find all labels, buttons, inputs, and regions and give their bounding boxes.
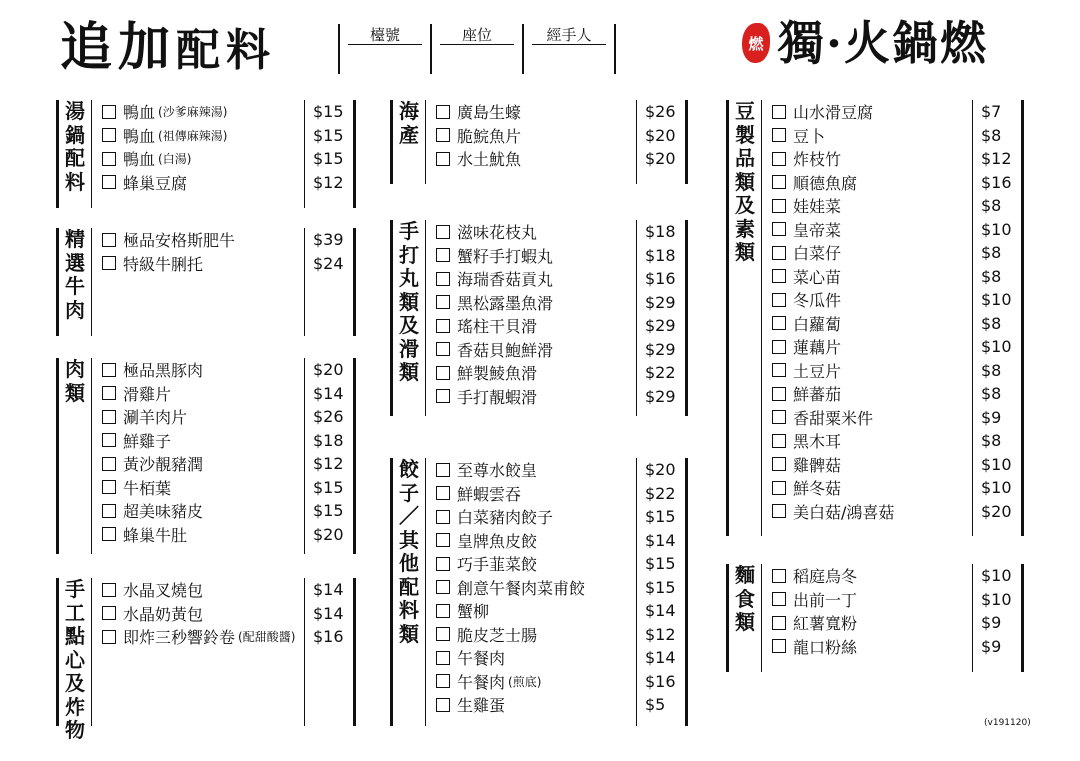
item-price: $10 (981, 566, 1012, 586)
item-checkbox[interactable] (436, 319, 450, 333)
list-item[interactable] (436, 529, 585, 553)
list-item[interactable] (436, 482, 585, 506)
item-name: 山水滑豆腐 (793, 103, 874, 123)
list-item[interactable] (102, 228, 235, 252)
item-checkbox[interactable] (436, 604, 450, 618)
item-price: $15 (313, 149, 344, 169)
item-name: 巧手韮菜餃 (457, 555, 538, 575)
item-price: $18 (645, 222, 676, 242)
item-price: $39 (313, 230, 344, 250)
item-name: 生雞蛋 (457, 696, 506, 716)
item-price: $12 (981, 149, 1012, 169)
list-item[interactable] (436, 385, 553, 409)
list-item[interactable] (772, 171, 894, 195)
item-price: $20 (981, 501, 1012, 521)
item-price: $14 (313, 580, 344, 600)
list-item[interactable] (772, 382, 894, 406)
list-item[interactable] (772, 312, 894, 336)
item-name: 至尊水餃皇 (457, 461, 538, 481)
item-name: 瑤柱干貝滑 (457, 317, 538, 337)
list-item[interactable] (436, 505, 585, 529)
item-name: 出前一丁 (793, 590, 858, 610)
list-item[interactable] (436, 552, 585, 576)
list-item[interactable] (102, 578, 295, 602)
item-price: $22 (645, 363, 676, 383)
item-price: $10 (981, 337, 1012, 357)
item-checkbox[interactable] (102, 175, 116, 189)
item-note: (煎底) (508, 674, 542, 689)
list-item[interactable] (102, 405, 203, 429)
item-name: 蓮藕片 (793, 338, 842, 358)
item-checkbox[interactable] (102, 128, 116, 142)
item-checkbox[interactable] (436, 248, 450, 262)
category-label: 精 選 牛 肉 (56, 228, 92, 336)
item-checkbox[interactable] (772, 152, 786, 166)
item-name: 蟹籽手打蝦丸 (457, 246, 554, 266)
item-checkbox[interactable] (102, 504, 116, 518)
item-checkbox[interactable] (772, 269, 786, 283)
item-name: 白菜豬肉餃子 (457, 508, 554, 528)
list-item[interactable] (772, 218, 894, 242)
item-name: 鮮蝦雲吞 (457, 484, 522, 504)
list-item[interactable] (772, 100, 894, 124)
list-item[interactable] (436, 458, 585, 482)
item-checkbox[interactable] (772, 616, 786, 630)
item-name: 香菇貝鮑鮮滑 (457, 340, 554, 360)
item-list (102, 100, 227, 194)
item-checkbox[interactable] (102, 630, 116, 644)
item-checkbox[interactable] (772, 246, 786, 260)
version-label: (v191120) (984, 718, 1031, 728)
item-name: 廣島生蠔 (457, 103, 522, 123)
item-name: 黃沙靚豬潤 (123, 455, 204, 475)
item-name: 鴨血 (123, 126, 156, 146)
category-label: 肉 類 (56, 358, 92, 554)
item-checkbox[interactable] (436, 580, 450, 594)
item-price: $8 (981, 243, 1002, 263)
item-name: 極品安格斯肥牛 (123, 231, 236, 251)
item-checkbox[interactable] (436, 463, 450, 477)
item-price: $12 (313, 454, 344, 474)
item-checkbox[interactable] (772, 222, 786, 236)
field-label: 座位 (461, 26, 492, 44)
item-checkbox[interactable] (436, 272, 450, 286)
list-item[interactable] (436, 100, 521, 124)
item-price: $26 (313, 407, 344, 427)
item-checkbox[interactable] (772, 457, 786, 471)
section-meat (56, 358, 356, 554)
item-price: $8 (981, 384, 1002, 404)
list-item[interactable] (436, 124, 521, 148)
item-name: 鴨血 (123, 103, 156, 123)
item-name: 香甜粟米件 (793, 408, 874, 428)
item-checkbox[interactable] (772, 592, 786, 606)
item-checkbox[interactable] (102, 410, 116, 424)
item-list (102, 358, 203, 546)
list-item[interactable] (102, 382, 203, 406)
item-price: $9 (981, 407, 1002, 427)
item-name: 冬瓜件 (793, 291, 842, 311)
item-checkbox[interactable] (772, 434, 786, 448)
item-checkbox[interactable] (436, 152, 450, 166)
list-item[interactable] (436, 267, 553, 291)
item-price: $8 (981, 360, 1002, 380)
item-name: 白蘿蔔 (793, 314, 842, 334)
category-label: 餃 子 ／ 其 他 配 料 類 (390, 458, 426, 726)
item-price: $15 (645, 577, 676, 597)
list-item[interactable] (772, 429, 894, 453)
item-price: $9 (981, 636, 1002, 656)
item-checkbox[interactable] (772, 481, 786, 495)
item-price: $10 (981, 454, 1012, 474)
item-name: 手打靚蝦滑 (457, 387, 538, 407)
item-price: $10 (981, 290, 1012, 310)
logo-seal-icon: 燃 (742, 23, 770, 63)
item-list (102, 578, 295, 649)
item-checkbox[interactable] (436, 225, 450, 239)
item-name: 脆皮芝士腸 (457, 625, 538, 645)
item-price: $12 (645, 624, 676, 644)
item-checkbox[interactable] (772, 504, 786, 518)
item-checkbox[interactable] (102, 457, 116, 471)
list-item[interactable] (772, 288, 894, 312)
item-checkbox[interactable] (436, 627, 450, 641)
price-column (304, 578, 356, 726)
item-name: 極品黑豚肉 (123, 361, 204, 381)
list-item[interactable] (436, 576, 585, 600)
item-price: $29 (645, 292, 676, 312)
category-label: 湯 鍋 配 料 (56, 100, 92, 208)
section-dumplings (390, 458, 688, 726)
item-checkbox[interactable] (102, 606, 116, 620)
item-price: $24 (313, 253, 344, 273)
list-item[interactable] (772, 564, 857, 588)
item-note: (祖傳麻辣湯) (158, 128, 228, 143)
item-list (436, 458, 585, 717)
list-item[interactable] (102, 429, 203, 453)
list-item[interactable] (772, 635, 857, 659)
item-price: $15 (313, 102, 344, 122)
item-name: 鮮冬菇 (793, 479, 842, 499)
list-item[interactable] (102, 252, 235, 276)
item-note: (沙爹麻辣湯) (158, 105, 228, 120)
field-label: 經手人 (546, 26, 592, 44)
item-price: $15 (313, 501, 344, 521)
list-item[interactable] (772, 588, 857, 612)
item-name: 午餐肉 (457, 672, 506, 692)
list-item[interactable] (436, 291, 553, 315)
list-item[interactable] (436, 220, 553, 244)
list-item[interactable] (772, 194, 894, 218)
list-item[interactable] (772, 124, 894, 148)
item-name: 蜂巢牛肚 (123, 525, 188, 545)
item-checkbox[interactable] (772, 387, 786, 401)
item-checkbox[interactable] (102, 583, 116, 597)
item-name: 午餐肉 (457, 649, 506, 669)
item-list (436, 220, 553, 408)
price-column (304, 228, 356, 336)
item-price: $7 (981, 102, 1002, 122)
category-label: 手 工 點 心 及 炸 物 (56, 578, 92, 726)
item-price: $15 (313, 477, 344, 497)
item-checkbox[interactable] (436, 342, 450, 356)
list-item[interactable] (772, 265, 894, 289)
item-list (772, 100, 894, 523)
item-name: 鮮雞子 (123, 431, 172, 451)
item-name: 龍口粉絲 (793, 637, 858, 657)
item-price: $16 (313, 627, 344, 647)
item-name: 娃娃菜 (793, 197, 842, 217)
item-name: 順德魚腐 (793, 173, 858, 193)
item-name: 水土魷魚 (457, 150, 522, 170)
item-name: 滑雞片 (123, 384, 172, 404)
list-item[interactable] (102, 147, 227, 171)
item-price: $10 (981, 589, 1012, 609)
order-fields (338, 24, 614, 74)
item-price: $10 (981, 219, 1012, 239)
item-name: 皇帝菜 (793, 220, 842, 240)
item-checkbox[interactable] (436, 533, 450, 547)
item-price: $15 (645, 507, 676, 527)
list-item[interactable] (102, 358, 203, 382)
item-name: 水晶奶黃包 (123, 604, 204, 624)
item-checkbox[interactable] (772, 175, 786, 189)
list-item[interactable] (102, 476, 203, 500)
item-checkbox[interactable] (436, 651, 450, 665)
section-beef (56, 228, 356, 336)
item-name: 超美味豬皮 (123, 502, 204, 522)
list-item[interactable] (772, 335, 894, 359)
list-item[interactable] (436, 361, 553, 385)
item-name: 鴨血 (123, 150, 156, 170)
list-item[interactable] (772, 476, 894, 500)
item-name: 即炸三秒響鈴卷 (123, 628, 236, 648)
item-price: $14 (313, 383, 344, 403)
item-price: $22 (645, 483, 676, 503)
item-name: 脆鯇魚片 (457, 126, 522, 146)
list-item[interactable] (436, 646, 585, 670)
item-checkbox[interactable] (102, 152, 116, 166)
price-column (972, 564, 1024, 672)
list-item[interactable] (436, 599, 585, 623)
item-list (436, 100, 521, 171)
section-seafood (390, 100, 688, 184)
item-checkbox[interactable] (102, 480, 116, 494)
item-price: $14 (645, 530, 676, 550)
list-item[interactable] (102, 124, 227, 148)
item-price: $29 (645, 339, 676, 359)
item-name: 稻庭烏冬 (793, 567, 858, 587)
logo-text: 獨·火鍋燃 (778, 16, 989, 70)
list-item[interactable] (772, 611, 857, 635)
item-checkbox[interactable] (102, 386, 116, 400)
item-price: $8 (981, 313, 1002, 333)
page-title (60, 17, 277, 78)
item-checkbox[interactable] (436, 366, 450, 380)
section-noodles (726, 564, 1024, 672)
item-price: $26 (645, 102, 676, 122)
price-column (972, 100, 1024, 536)
list-item[interactable] (436, 623, 585, 647)
item-name: 黑木耳 (793, 432, 842, 452)
item-name: 雞髀菇 (793, 455, 842, 475)
list-item[interactable] (772, 500, 894, 524)
item-checkbox[interactable] (102, 256, 116, 270)
title-sub: 配料 (176, 25, 277, 76)
list-item[interactable] (102, 523, 203, 547)
list-item[interactable] (436, 338, 553, 362)
item-checkbox[interactable] (772, 128, 786, 142)
item-checkbox[interactable] (772, 293, 786, 307)
item-price: $20 (645, 149, 676, 169)
section-dimsum (56, 577, 356, 742)
item-price: $8 (981, 125, 1002, 145)
list-item[interactable] (102, 171, 227, 195)
section-balls (390, 220, 688, 416)
seat-field[interactable] (430, 24, 524, 74)
item-checkbox[interactable] (436, 128, 450, 142)
item-note: (配甜酸醬) (238, 630, 296, 645)
item-name: 鮮蕃茄 (793, 385, 842, 405)
section-hotpot (56, 100, 356, 208)
list-item[interactable] (436, 314, 553, 338)
item-note: (白湯) (158, 152, 192, 167)
item-price: $16 (645, 671, 676, 691)
item-name: 特級牛脷托 (123, 254, 204, 274)
item-price: $14 (313, 603, 344, 623)
item-name: 蜂巢豆腐 (123, 173, 188, 193)
item-price: $9 (981, 613, 1002, 633)
section-veg (726, 100, 1024, 536)
item-checkbox[interactable] (436, 698, 450, 712)
handler-field[interactable] (522, 24, 616, 74)
item-checkbox[interactable] (772, 105, 786, 119)
item-name: 牛栢葉 (123, 478, 172, 498)
item-checkbox[interactable] (102, 233, 116, 247)
item-name: 美白菇/鴻喜菇 (793, 502, 895, 522)
item-price: $10 (981, 478, 1012, 498)
list-item[interactable] (772, 406, 894, 430)
price-column (636, 220, 688, 416)
item-price: $20 (645, 460, 676, 480)
item-price: $12 (313, 172, 344, 192)
item-checkbox[interactable] (772, 410, 786, 424)
item-name: 滋味花枝丸 (457, 223, 538, 243)
list-item[interactable] (102, 100, 227, 124)
field-label: 檯號 (369, 26, 400, 44)
item-name: 黑松露墨魚滑 (457, 293, 554, 313)
item-checkbox[interactable] (772, 199, 786, 213)
item-price: $14 (645, 648, 676, 668)
item-checkbox[interactable] (436, 557, 450, 571)
list-item[interactable] (102, 452, 203, 476)
list-item[interactable] (102, 499, 203, 523)
item-price: $8 (981, 196, 1002, 216)
list-item[interactable] (436, 147, 521, 171)
item-price: $5 (645, 695, 666, 715)
list-item[interactable] (436, 693, 585, 717)
item-name: 豆卜 (793, 126, 826, 146)
item-list (772, 564, 857, 658)
table-number-field[interactable] (338, 24, 432, 74)
item-checkbox[interactable] (102, 105, 116, 119)
list-item[interactable] (436, 244, 553, 268)
item-price: $8 (981, 266, 1002, 286)
list-item[interactable] (772, 359, 894, 383)
item-checkbox[interactable] (102, 433, 116, 447)
item-checkbox[interactable] (436, 295, 450, 309)
item-checkbox[interactable] (772, 639, 786, 653)
item-checkbox[interactable] (772, 340, 786, 354)
category-label: 麵 食 類 (726, 564, 762, 672)
brand-logo (742, 16, 989, 70)
item-price: $15 (645, 554, 676, 574)
price-column (304, 358, 356, 554)
item-checkbox[interactable] (772, 316, 786, 330)
item-price: $20 (313, 524, 344, 544)
item-name: 皇牌魚皮餃 (457, 531, 538, 551)
item-checkbox[interactable] (772, 363, 786, 377)
item-price: $16 (981, 172, 1012, 192)
item-checkbox[interactable] (436, 105, 450, 119)
item-name: 海瑞香菇貢丸 (457, 270, 554, 290)
item-list (102, 228, 235, 275)
item-checkbox[interactable] (436, 389, 450, 403)
item-checkbox[interactable] (102, 363, 116, 377)
category-label: 手 打 丸 類 及 滑 類 (390, 220, 426, 416)
category-label: 海 產 (390, 100, 426, 184)
list-item[interactable] (436, 670, 585, 694)
price-column (304, 100, 356, 208)
item-name: 蟹柳 (457, 602, 490, 622)
item-price: $16 (645, 269, 676, 289)
item-name: 紅薯寬粉 (793, 614, 858, 634)
item-price: $18 (645, 245, 676, 265)
list-item[interactable] (772, 241, 894, 265)
item-name: 白菜仔 (793, 244, 842, 264)
item-price: $15 (313, 125, 344, 145)
item-name: 涮羊肉片 (123, 408, 188, 428)
item-checkbox[interactable] (102, 527, 116, 541)
item-name: 炸枝竹 (793, 150, 842, 170)
item-price: $8 (981, 431, 1002, 451)
item-price: $29 (645, 316, 676, 336)
item-name: 創意午餐肉菜甫餃 (457, 578, 586, 598)
list-item[interactable] (102, 602, 295, 626)
item-checkbox[interactable] (436, 510, 450, 524)
category-label: 豆 製 品 類 及 素 類 (726, 100, 762, 536)
title-main: 追加 (60, 17, 177, 78)
list-item[interactable] (772, 453, 894, 477)
price-column (636, 100, 688, 184)
item-price: $29 (645, 386, 676, 406)
item-name: 土豆片 (793, 361, 842, 381)
list-item[interactable] (102, 625, 295, 649)
item-name: 鮮製鯪魚滑 (457, 364, 538, 384)
item-checkbox[interactable] (436, 486, 450, 500)
item-checkbox[interactable] (772, 569, 786, 583)
item-price: $20 (313, 360, 344, 380)
item-checkbox[interactable] (436, 674, 450, 688)
item-name: 水晶叉燒包 (123, 581, 204, 601)
item-price: $20 (645, 125, 676, 145)
price-column (636, 458, 688, 726)
list-item[interactable] (772, 147, 894, 171)
item-price: $18 (313, 430, 344, 450)
item-price: $14 (645, 601, 676, 621)
item-name: 菜心苗 (793, 267, 842, 287)
